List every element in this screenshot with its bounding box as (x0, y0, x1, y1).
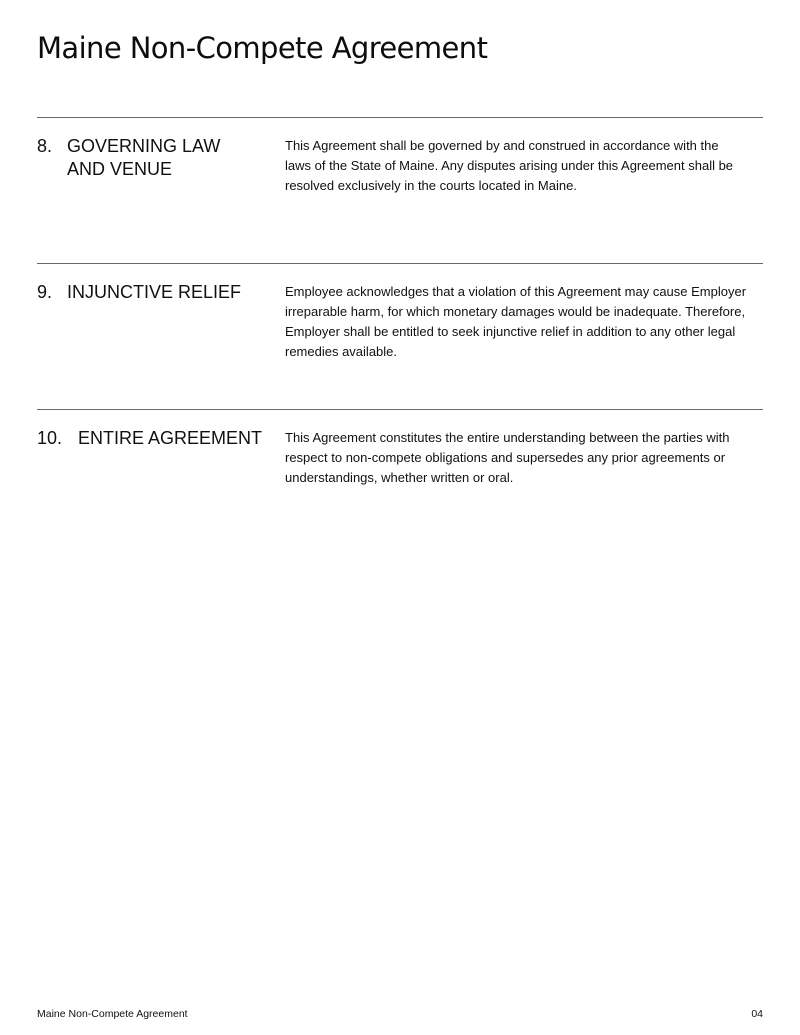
section-heading (37, 427, 277, 450)
section-heading (37, 281, 277, 304)
section-title: INJUNCTIVE RELIEF (67, 282, 242, 302)
section-entire-agreement (37, 409, 763, 485)
section-number: 10. (37, 428, 63, 448)
section-number: 8. (37, 136, 53, 156)
section-body: This Agreement constitutes the entire understanding between the parties with respect to non-compete obligations and supersedes any prior agreements or understandings, whether written or oral. (285, 430, 730, 485)
section-injunctive-relief (37, 263, 763, 359)
section-heading (37, 135, 277, 181)
section-number: 9. (37, 282, 53, 302)
section-body: This Agreement shall be governed by and construed in accordance with the laws of the State of Maine. Any disputes arising under this Agreement shall be resolved exclusively in the courts located in Maine. (285, 138, 734, 193)
section-governing-law (37, 117, 763, 193)
section-title: GOVERNING LAW AND VENUE (67, 136, 221, 179)
footer-document-title: Maine Non-Compete Agreement (37, 1008, 188, 1020)
page-number: 04 (751, 1008, 763, 1020)
section-title: ENTIRE AGREEMENT (78, 428, 263, 448)
section-body: Employee acknowledges that a violation of this Agreement may cause Employer irreparable harm, for which monetary damages would be inadequate. Therefore, Employer shall be entitled to seek injunctive relief in addition to any other legal remedies available. (285, 284, 747, 359)
page-title: Maine Non-Compete Agreement (37, 31, 488, 65)
